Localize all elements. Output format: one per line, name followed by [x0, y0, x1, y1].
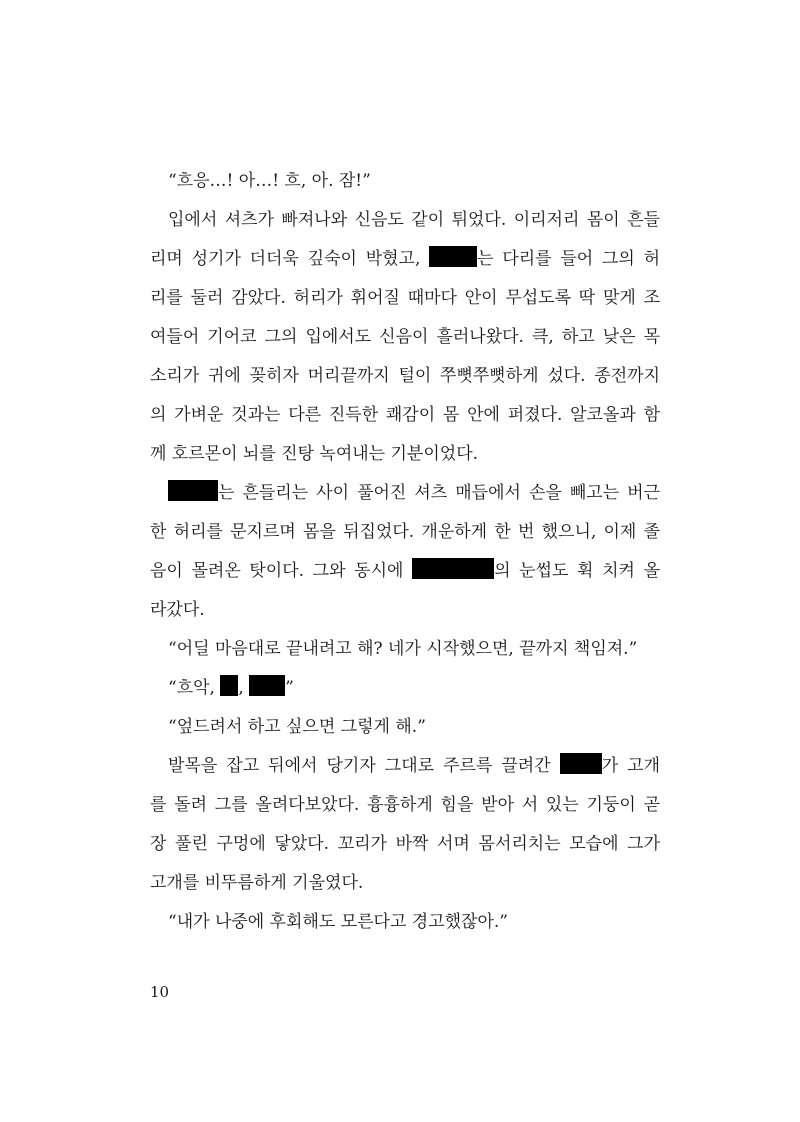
redaction-bar — [429, 246, 477, 267]
text-line — [150, 240, 660, 279]
text-span: ” — [285, 678, 294, 698]
redaction-bar — [560, 753, 602, 774]
text-line — [150, 903, 660, 942]
redaction-bar — [220, 675, 238, 696]
text-line — [150, 279, 660, 318]
page-number: 10 — [150, 983, 170, 1001]
text-line — [150, 396, 660, 435]
text-span: 의 가벼운 것과는 다른 진득한 쾌감이 몸 안에 퍼졌다. 알코올과 함 — [150, 405, 660, 425]
text-span: 는 흔들리는 사이 풀어진 셔츠 매듭에서 손을 빼고는 버근 — [218, 483, 660, 503]
text-span: , — [238, 678, 250, 698]
text-span: 고개를 비뚜름하게 기울였다. — [150, 873, 364, 893]
text-line — [150, 747, 660, 786]
text-span: 한 허리를 문지르며 몸을 뒤집었다. 개운하게 한 번 했으니, 이제 졸 — [150, 522, 660, 542]
text-span: 라갔다. — [150, 600, 205, 620]
text-line — [150, 825, 660, 864]
text-span: 입에서 셔츠가 빠져나와 신음도 같이 튀었다. 이리저리 몸이 흔들 — [168, 210, 660, 230]
text-line — [150, 630, 660, 669]
text-line — [150, 357, 660, 396]
text-span: 리를 둘러 감았다. 허리가 휘어질 때마다 안이 무섭도록 딱 맞게 조 — [150, 288, 660, 308]
text-span: “흐응…! 아…! 흐, 아. 잠!” — [168, 171, 371, 191]
text-span: 발목을 잡고 뒤에서 당기자 그대로 주르륵 끌려간 — [168, 756, 560, 776]
text-line — [150, 435, 660, 474]
text-span: 는 다리를 들어 그의 허 — [477, 249, 660, 269]
text-line — [150, 201, 660, 240]
text-span: 의 눈썹도 휙 치켜 올 — [494, 561, 660, 581]
text-span: “내가 나중에 후회해도 모른다고 경고했잖아.” — [168, 912, 508, 932]
redaction-bar — [412, 558, 494, 579]
text-line — [150, 318, 660, 357]
text-line — [150, 708, 660, 747]
redaction-bar — [168, 480, 218, 501]
redaction-bar — [249, 675, 285, 696]
text-span: 소리가 귀에 꽂히자 머리끝까지 털이 쭈뼛쭈뼛하게 섰다. 종전까지 — [150, 366, 660, 386]
text-line — [150, 474, 660, 513]
text-line — [150, 162, 660, 201]
text-span: 장 풀린 구멍에 닿았다. 꼬리가 바짝 서며 몸서리치는 모습에 그가 — [150, 834, 660, 854]
text-span: 께 호르몬이 뇌를 진탕 녹여내는 기분이었다. — [150, 444, 479, 464]
text-span: “엎드려서 하고 싶으면 그렇게 해.” — [168, 717, 426, 737]
text-line — [150, 864, 660, 903]
text-line — [150, 786, 660, 825]
page-body-text — [150, 162, 660, 942]
text-span: 가 고개 — [601, 756, 660, 776]
text-line — [150, 552, 660, 591]
text-span: “어딜 마음대로 끝내려고 해? 네가 시작했으면, 끝까지 책임져.” — [168, 639, 638, 659]
text-span: 여들어 기어코 그의 입에서도 신음이 흘러나왔다. 큭, 하고 낮은 목 — [150, 327, 660, 347]
text-span: 리며 성기가 더더욱 깊숙이 박혔고, — [150, 249, 430, 269]
text-line — [150, 513, 660, 552]
text-span: 를 돌려 그를 올려다보았다. 흉흉하게 힘을 받아 서 있는 기둥이 곧 — [150, 795, 660, 815]
text-span: 음이 몰려온 탓이다. 그와 동시에 — [150, 561, 413, 581]
text-line — [150, 669, 660, 708]
text-span: “흐악, — [168, 678, 221, 698]
text-line — [150, 591, 660, 630]
